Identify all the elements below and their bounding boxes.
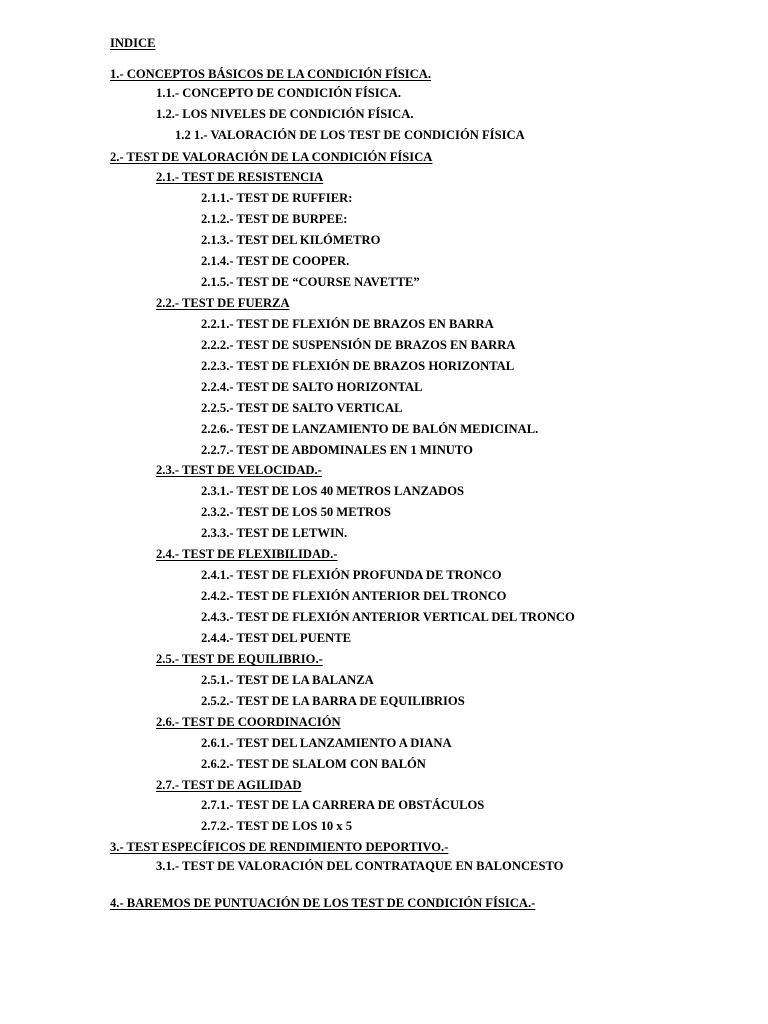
toc-entry: 2.3.1.- TEST DE LOS 40 METROS LANZADOS [201, 484, 465, 498]
toc-entry: 2.2.3.- TEST DE FLEXIÓN DE BRAZOS HORIZONTAL [201, 359, 515, 373]
subsection-title: 2.6.- TEST DE COORDINACIÓN [156, 715, 341, 729]
index-heading: INDICE [110, 36, 156, 50]
toc-entry: 2.3.3.- TEST DE LETWIN. [201, 526, 348, 540]
toc-entry: 2.4.4.- TEST DEL PUENTE [201, 631, 352, 645]
toc-entry: 2.5.2.- TEST DE LA BARRA DE EQUILIBRIOS [201, 694, 465, 708]
toc-entry: 2.1.3.- TEST DEL KILÓMETRO [201, 233, 381, 247]
toc-entry: 2.7.1.- TEST DE LA CARRERA DE OBSTÁCULOS [201, 798, 485, 812]
subsection-title: 2.3.- TEST DE VELOCIDAD.- [156, 463, 322, 477]
toc-entry: 2.2.5.- TEST DE SALTO VERTICAL [201, 401, 403, 415]
toc-entry: 2.1.2.- TEST DE BURPEE: [201, 212, 348, 226]
toc-entry: 2.4.2.- TEST DE FLEXIÓN ANTERIOR DEL TRONCO [201, 589, 507, 603]
section-1-title: 1.- CONCEPTOS BÁSICOS DE LA CONDICIÓN FÍSICA. [110, 67, 431, 81]
subsection-title: 2.4.- TEST DE FLEXIBILIDAD.- [156, 547, 338, 561]
toc-entry: 1.2.- LOS NIVELES DE CONDICIÓN FÍSICA. [156, 107, 414, 121]
section-2-title: 2.- TEST DE VALORACIÓN DE LA CONDICIÓN FÍSICA [110, 150, 433, 164]
toc-entry: 2.1.5.- TEST DE “COURSE NAVETTE” [201, 275, 420, 289]
subsection-title: 2.5.- TEST DE EQUILIBRIO.- [156, 652, 323, 666]
toc-entry: 2.2.2.- TEST DE SUSPENSIÓN DE BRAZOS EN BARRA [201, 338, 516, 352]
toc-entry: 1.1.- CONCEPTO DE CONDICIÓN FÍSICA. [156, 86, 402, 100]
subsection-title: 2.2.- TEST DE FUERZA [156, 296, 290, 310]
toc-entry: 1.2 1.- VALORACIÓN DE LOS TEST DE CONDICIÓN FÍSICA [175, 128, 525, 142]
toc-entry: 2.2.7.- TEST DE ABDOMINALES EN 1 MINUTO [201, 443, 473, 457]
toc-entry: 2.6.1.- TEST DEL LANZAMIENTO A DIANA [201, 736, 452, 750]
section-3-title: 3.- TEST ESPECÍFICOS DE RENDIMIENTO DEPORTIVO.- [110, 840, 449, 854]
toc-entry: 2.4.1.- TEST DE FLEXIÓN PROFUNDA DE TRONCO [201, 568, 502, 582]
toc-entry: 2.2.1.- TEST DE FLEXIÓN DE BRAZOS EN BARRA [201, 317, 494, 331]
toc-entry: 2.4.3.- TEST DE FLEXIÓN ANTERIOR VERTICAL DEL TRONCO [201, 610, 575, 624]
toc-entry: 2.2.4.- TEST DE SALTO HORIZONTAL [201, 380, 423, 394]
toc-entry: 2.1.4.- TEST DE COOPER. [201, 254, 350, 268]
toc-entry: 2.2.6.- TEST DE LANZAMIENTO DE BALÓN MEDICINAL. [201, 422, 539, 436]
toc-entry: 2.3.2.- TEST DE LOS 50 METROS [201, 505, 391, 519]
toc-entry: 2.1.1.- TEST DE RUFFIER: [201, 191, 353, 205]
subsection-title: 2.7.- TEST DE AGILIDAD [156, 778, 302, 792]
section-4-title: 4.- BAREMOS DE PUNTUACIÓN DE LOS TEST DE CONDICIÓN FÍSICA.- [110, 896, 536, 910]
toc-entry: 2.6.2.- TEST DE SLALOM CON BALÓN [201, 757, 426, 771]
toc-entry: 2.7.2.- TEST DE LOS 10 x 5 [201, 819, 353, 833]
toc-entry: 3.1.- TEST DE VALORACIÓN DEL CONTRATAQUE EN BALONCESTO [156, 859, 564, 873]
toc-entry: 2.5.1.- TEST DE LA BALANZA [201, 673, 374, 687]
subsection-title: 2.1.- TEST DE RESISTENCIA [156, 170, 324, 184]
